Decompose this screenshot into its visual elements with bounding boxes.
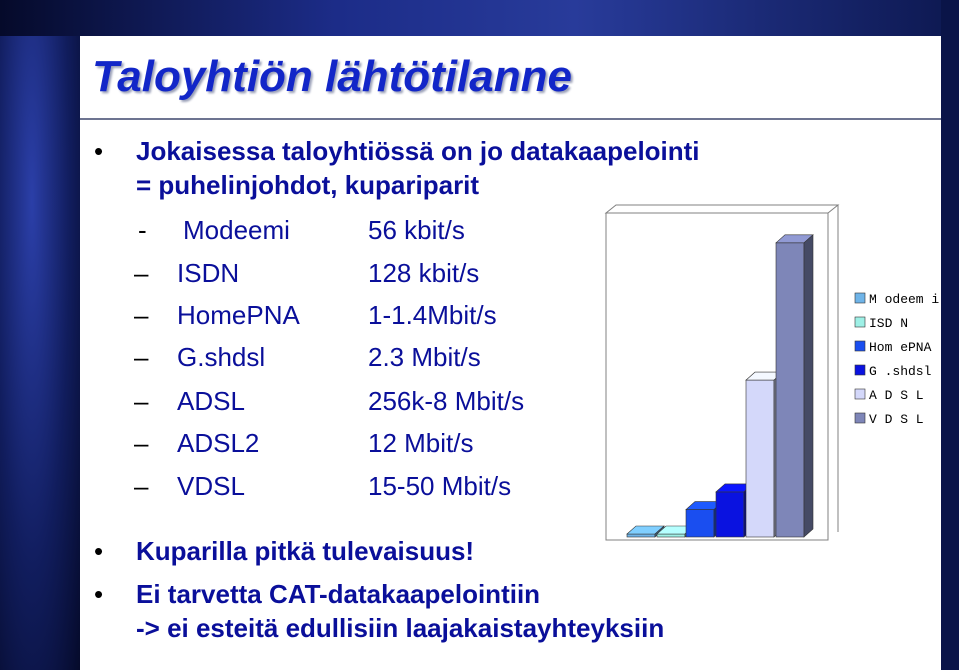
bottom-line-1: Kuparilla pitkä tulevaisuus!	[136, 536, 475, 566]
legend-label: ISD N	[869, 316, 909, 331]
bottom-line-2: Ei tarvetta CAT-datakaapelointiin	[136, 579, 541, 609]
legend-label: G .shdsl	[869, 364, 932, 379]
technology-rate: 15-50 Mbit/s	[368, 471, 512, 501]
bullet-icon: •	[94, 579, 104, 609]
title-divider	[80, 118, 941, 120]
legend-label: V D S L	[869, 412, 924, 427]
technology-rate: 56 kbit/s	[368, 215, 465, 245]
list-item-marker: -	[138, 215, 147, 245]
technology-rate: 12 Mbit/s	[368, 428, 474, 458]
slide-title: Taloyhtiön lähtötilanne	[92, 52, 572, 101]
bullet-icon: •	[94, 136, 104, 166]
technology-name: Modeemi	[183, 215, 290, 245]
intro-line-2: = puhelinjohdot, kupariparit	[136, 170, 480, 200]
technology-name: ISDN	[177, 258, 240, 288]
technology-rate: 2.3 Mbit/s	[368, 342, 481, 372]
legend-label: Hom ePNA	[869, 340, 932, 355]
technology-name: ADSL2	[177, 428, 260, 458]
background-top-band	[0, 0, 959, 36]
bullet-icon: •	[94, 536, 104, 566]
technology-rate: 1-1.4Mbit/s	[368, 300, 497, 330]
technology-name: G.shdsl	[177, 342, 266, 372]
list-item-marker: –	[134, 386, 149, 416]
list-item-marker: –	[134, 428, 149, 458]
list-item-marker: –	[134, 300, 149, 330]
background-right-edge	[941, 0, 959, 670]
technology-rate: 128 kbit/s	[368, 258, 480, 288]
intro-line-1: Jokaisessa taloyhtiössä on jo datakaapelointi	[136, 136, 700, 166]
technology-name: VDSL	[177, 471, 245, 501]
legend-label: A D S L	[869, 388, 924, 403]
technology-rate: 256k-8 Mbit/s	[368, 386, 525, 416]
list-item-marker: –	[134, 471, 149, 501]
legend-label: M odeem i	[869, 292, 940, 307]
technology-name: HomePNA	[177, 300, 300, 330]
background-left-panel	[0, 0, 80, 670]
technology-name: ADSL	[177, 386, 245, 416]
bottom-line-3: -> ei esteitä edullisiin laajakaistayhteyksiin	[136, 613, 665, 643]
list-item-marker: –	[134, 342, 149, 372]
list-item-marker: –	[134, 258, 149, 288]
